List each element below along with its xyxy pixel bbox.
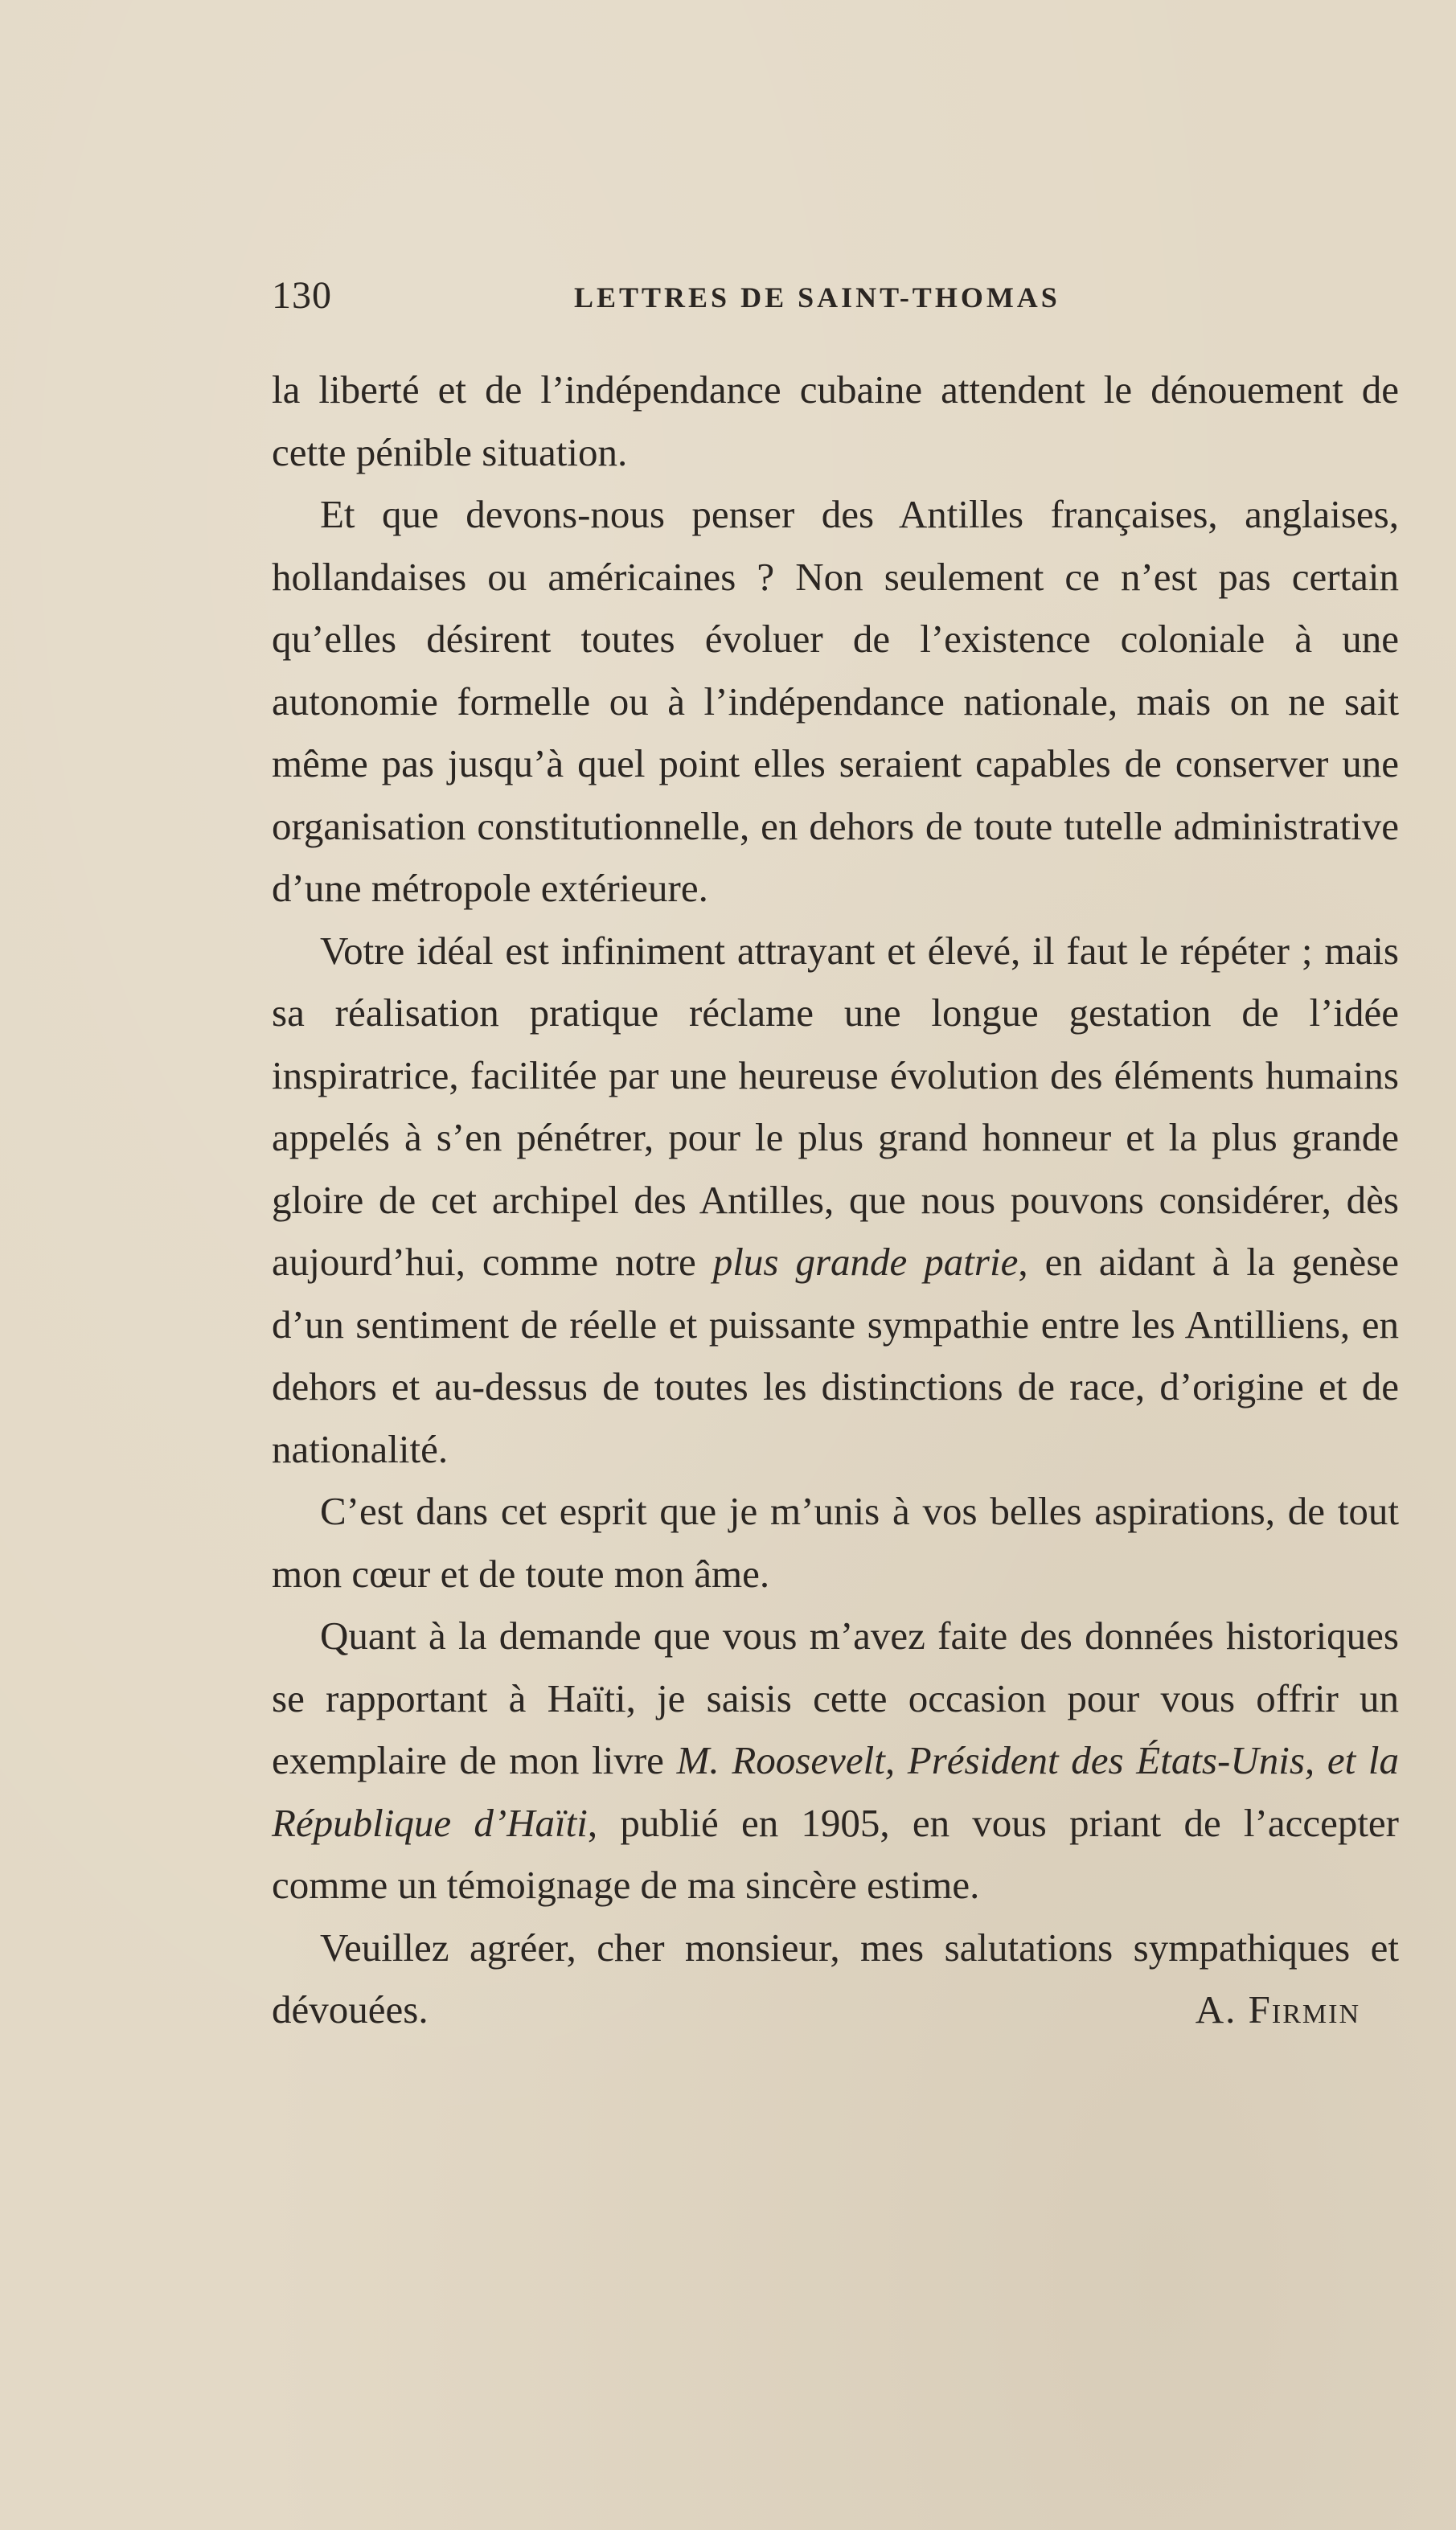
- paragraph-3: [272, 920, 1399, 1481]
- paragraph-5-text-before: Quant à la demande que vous m’avez faite des données historiques se rapportant à Haïti, je saisis cette occasion pour vous offrir un exemplaire de mon livre: [272, 1614, 1399, 1782]
- paragraph-5: [272, 1605, 1399, 1917]
- paragraph-5-text-after: , publié en 1905, en vous priant de l’accepter comme un témoignage de ma sincère estime.: [272, 1800, 1399, 1907]
- running-head: LETTRES DE SAINT-THOMAS: [574, 281, 1060, 314]
- page-number: 130: [272, 274, 332, 317]
- paragraph-2: Et que devons-nous penser des Antilles françaises, anglaises, hollandaises ou américaines ? Non seulement ce n’est pas certain qu’elles désirent toutes évoluer de l’existence coloniale à une autonomie formelle ou à l’indépendance nationale, mais on ne sait même pas jusqu’à quel point elles seraient capables de conserver une organisation constitutionnelle, en dehors de toute tutelle administrative d’une métropole extérieure.: [272, 492, 1399, 910]
- book-title: M. Roosevelt, Président des États-Unis, et la République d’Haïti: [272, 1738, 1399, 1845]
- paragraph-1: la liberté et de l’indépendance cubaine attendent le dénouement de cette pénible situation.: [272, 367, 1399, 474]
- page-header: [272, 272, 1399, 320]
- paragraph-4: C’est dans cet esprit que je m’unis à vos belles aspirations, de tout mon cœur et de toute mon âme.: [272, 1489, 1399, 1596]
- paragraph-3-text-after: , en aidant à la genèse d’un sentiment de réelle et puissante sympathie entre les Antilliens, en dehors et au-dessus de toutes les distinctions de race, d’origine et de nationalité.: [272, 1240, 1400, 1471]
- paragraph-6: [272, 1917, 1399, 2041]
- closing-salutation: Veuillez agréer, cher monsieur, mes salutations sympathiques et dévouées.: [272, 1925, 1399, 2032]
- paragraph-3-italic-phrase: plus grande patrie: [712, 1240, 1019, 1284]
- body-text: [272, 359, 1399, 2041]
- signature: A. Firmin: [1195, 1987, 1360, 2032]
- paragraph-3-text-before: Votre idéal est infiniment attrayant et élevé, il faut le répéter ; mais sa réalisation pratique réclame une longue gestation de l’idée inspiratrice, facilitée par une heureuse évolution des éléments humains appelés à s’en pénétrer, pour le plus grand honneur et la plus grande gloire de cet archipel des Antilles, que nous pouvons considérer, dès aujourd’hui, comme notre: [272, 928, 1399, 1284]
